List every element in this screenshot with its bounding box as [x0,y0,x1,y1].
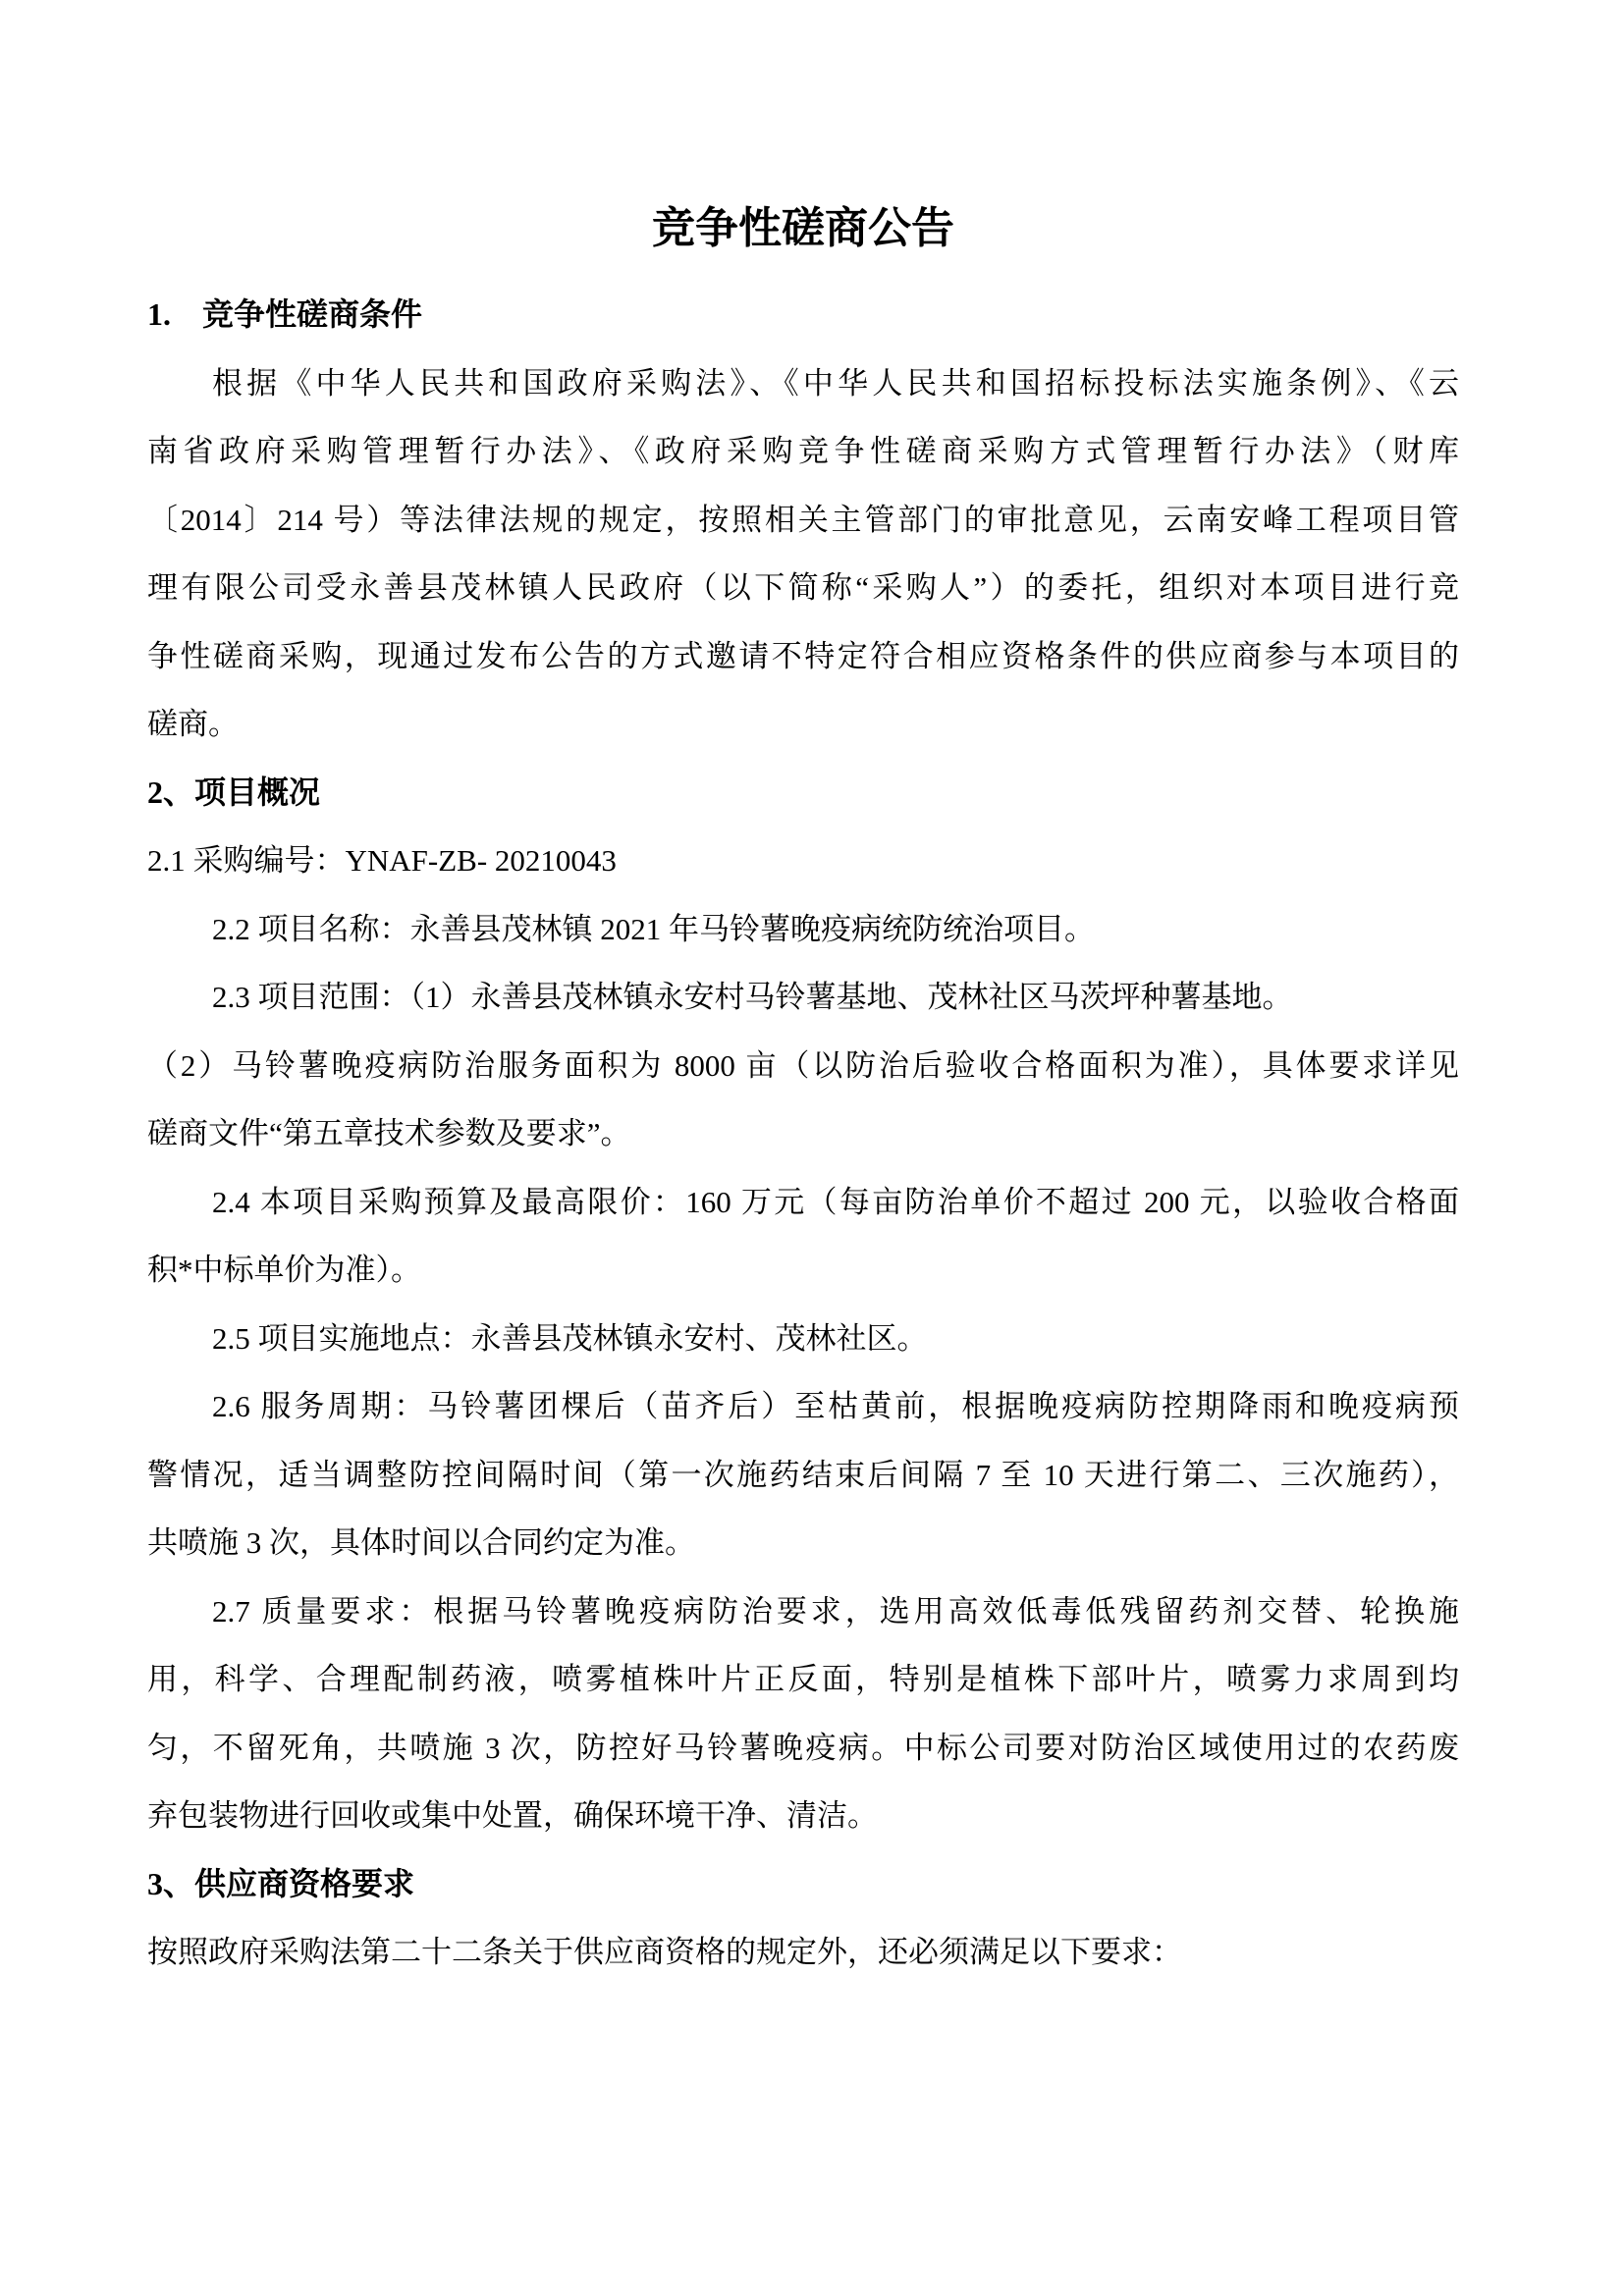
body-line: 2.3 项目范围：（1）永善县茂林镇永安村马铃薯基地、茂林社区马茨坪种薯基地。 [212,980,1293,1014]
body-line: 根据《中华人民共和国政府采购法》、《中华人民共和国招标投标法实施条例》、《云 [212,365,1459,400]
document-title: 竞争性磋商公告 [652,204,954,252]
body-line: 磋商文件“第五章技术参数及要求”。 [147,1116,631,1150]
body-line: 〔2014〕214 号）等法律法规的规定，按照相关主管部门的审批意见，云南安峰工程项目管 [147,502,1459,537]
body-line: 2.4 本项目采购预算及最高限价：160 万元（每亩防治单价不超过 200 元，以验收合格面 [212,1184,1459,1219]
body-line: （2）马铃薯晚疫病防治服务面积为 8000 亩（以防治后验收合格面积为准），具体要求详见 [147,1047,1459,1083]
body-line: 2.1 采购编号：YNAF-ZB- 20210043 [147,843,617,878]
body-line: 用，科学、合理配制药液，喷雾植株叶片正反面，特别是植株下部叶片，喷雾力求周到均 [147,1662,1459,1696]
body-line: 积*中标单价为准）。 [147,1253,421,1287]
body-line: 共喷施 3 次，具体时间以合同约定为准。 [147,1525,695,1560]
body-line: 2.7 质量要求：根据马铃薯晚疫病防治要求，选用高效低毒低残留药剂交替、轮换施 [212,1593,1459,1629]
body-line: 争性磋商采购，现通过发布公告的方式邀请不特定符合相应资格条件的供应商参与本项目的 [147,638,1459,673]
document-body [147,196,1459,1987]
section-heading: 3、供应商资格要求 [147,1865,415,1901]
body-line: 弃包装物进行回收或集中处置，确保环境干净、清洁。 [147,1798,878,1833]
body-line: 2.2 项目名称：永善县茂林镇 2021 年马铃薯晚疫病统防统治项目。 [212,911,1095,946]
body-line: 理有限公司受永善县茂林镇人民政府（以下简称“采购人”）的委托，组织对本项目进行竞 [147,570,1459,605]
section-heading: 1. 竞争性磋商条件 [147,296,423,332]
body-line: 匀，不留死角，共喷施 3 次，防控好马铃薯晚疫病。中标公司要对防治区域使用过的农药废 [147,1730,1459,1765]
body-line: 2.6 服务周期：马铃薯团棵后（苗齐后）至枯黄前，根据晚疫病防控期降雨和晚疫病预 [212,1389,1459,1423]
body-line: 南省政府采购管理暂行办法》、《政府采购竞争性磋商采购方式管理暂行办法》（财库 [147,434,1459,468]
body-line: 磋商。 [147,707,239,741]
body-line: 按照政府采购法第二十二条关于供应商资格的规定外，还必须满足以下要求： [147,1935,1182,1969]
body-line: 2.5 项目实施地点：永善县茂林镇永安村、茂林社区。 [212,1320,928,1356]
body-line: 警情况，适当调整防控间隔时间（第一次施药结束后间隔 7 至 10 天进行第二、三次施药）， [147,1457,1459,1492]
section-heading: 2、项目概况 [147,774,321,810]
